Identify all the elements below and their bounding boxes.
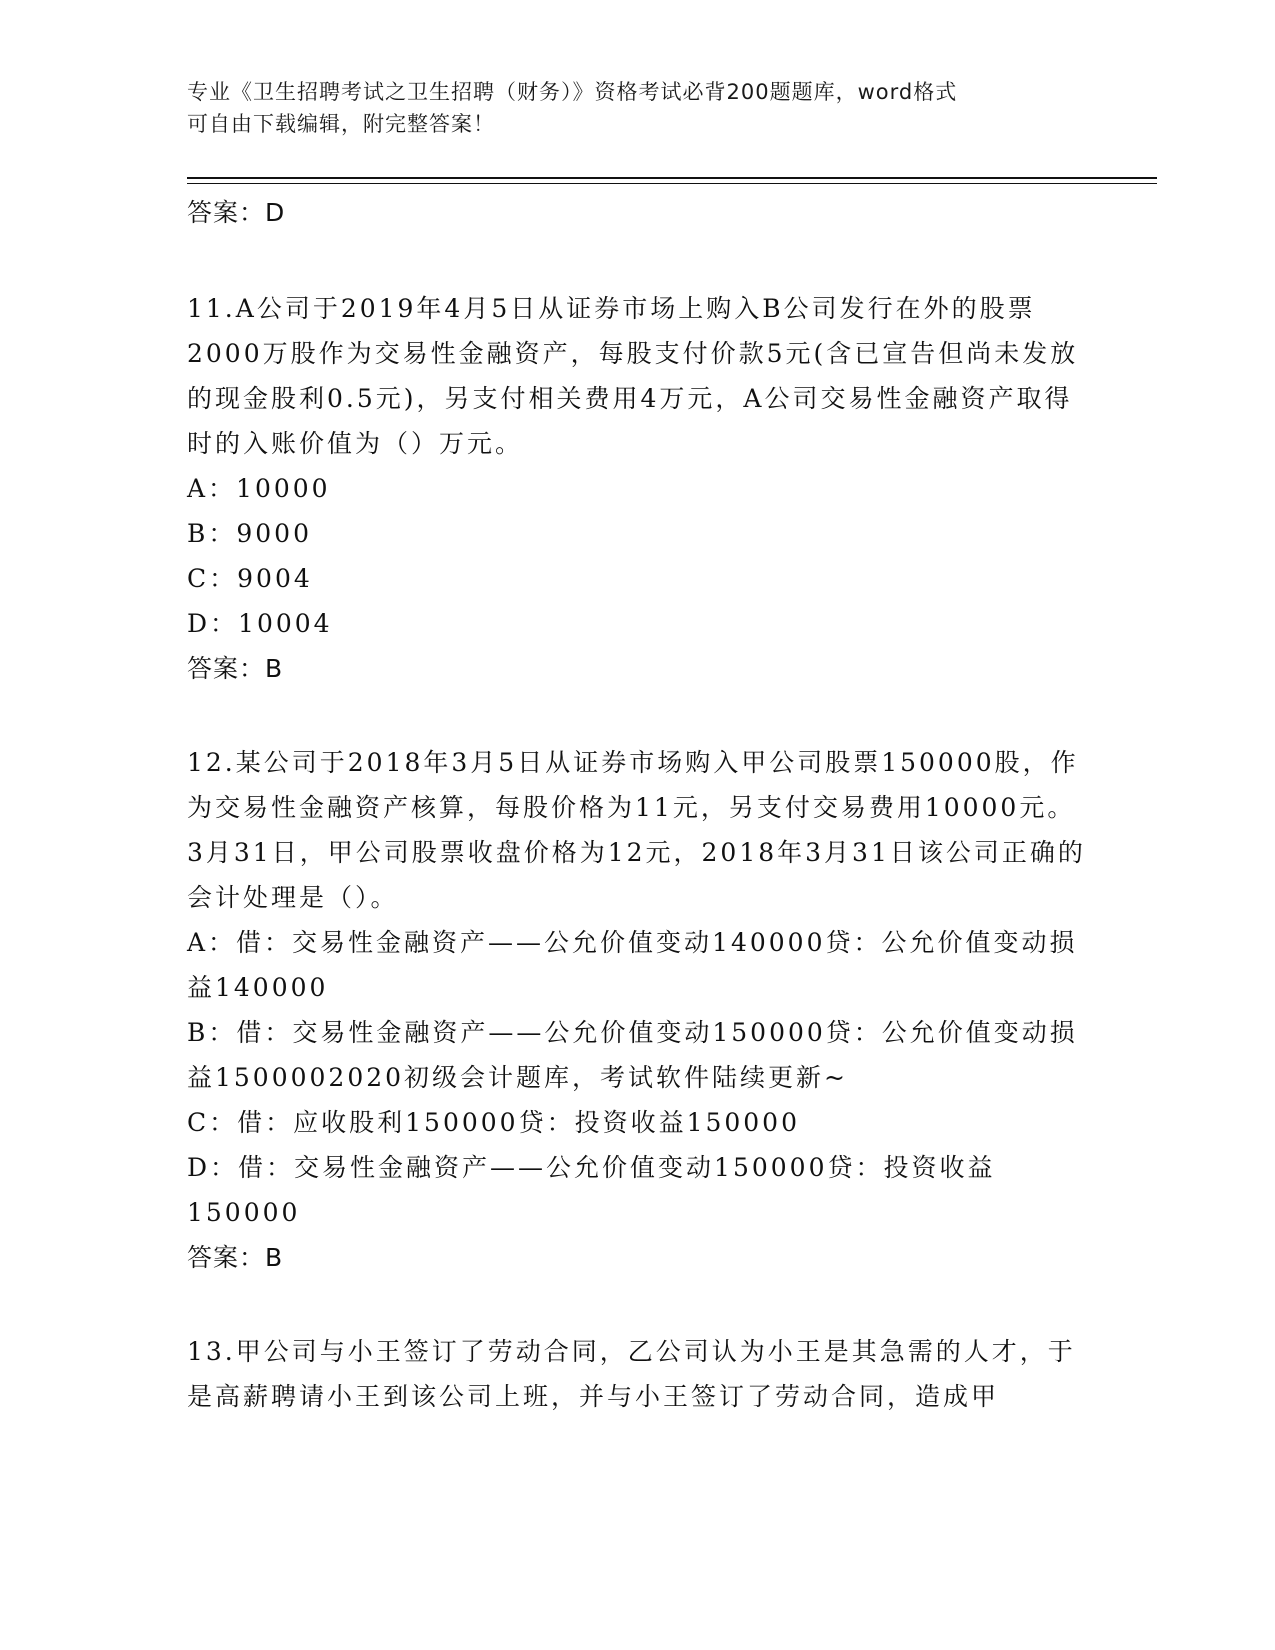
question-11 bbox=[187, 286, 1087, 692]
answer: 答案：B bbox=[187, 654, 284, 683]
option-a: A：借：交易性金融资产——公允价值变动140000贷：公允价值变动损益140000 bbox=[187, 928, 1078, 1002]
spacer bbox=[187, 236, 1087, 286]
previous-answer: 答案：D bbox=[187, 198, 286, 227]
option-b: B：借：交易性金融资产——公允价值变动150000贷：公允价值变动损益1500002020初级会计题库，考试软件陆续更新~ bbox=[187, 1018, 1078, 1092]
option-d: D：10004 bbox=[187, 609, 333, 638]
option-c: C：9004 bbox=[187, 564, 313, 593]
header-line-1: 专业《卫生招聘考试之卫生招聘（财务）》资格考试必背200题题库，word格式 bbox=[187, 80, 958, 104]
header-line-2: 可自由下载编辑，附完整答案！ bbox=[187, 112, 495, 136]
spacer bbox=[187, 1281, 1087, 1329]
answer: 答案：B bbox=[187, 1243, 284, 1272]
question-stem: 13.甲公司与小王签订了劳动合同，乙公司认为小王是其急需的人才，于是高薪聘请小王到该公司上班，并与小王签订了劳动合同，造成甲 bbox=[187, 1337, 1076, 1411]
document-header bbox=[187, 76, 1087, 140]
option-d: D：借：交易性金融资产——公允价值变动150000贷：投资收益150000 bbox=[187, 1153, 996, 1227]
option-b: B：9000 bbox=[187, 519, 312, 548]
option-c: C：借：应收股利150000贷：投资收益150000 bbox=[187, 1108, 800, 1137]
header-rule-thick bbox=[187, 177, 1157, 179]
option-a: A：10000 bbox=[187, 474, 331, 503]
question-stem: 11.A公司于2019年4月5日从证券市场上购入B公司发行在外的股票2000万股作为交易性金融资产，每股支付价款5元(含已宣告但尚未发放的现金股利0.5元)，另支付相关费用4万元，A公司交易性金融资产取得时的入账价值为（）万元。 bbox=[187, 294, 1079, 458]
header-rule-thin bbox=[187, 183, 1157, 184]
document-body bbox=[187, 190, 1087, 1419]
question-stem: 12.某公司于2018年3月5日从证券市场购入甲公司股票150000股，作为交易性金融资产核算，每股价格为11元，另支付交易费用10000元。3月31日，甲公司股票收盘价格为12元，2018年3月31日该公司正确的会计处理是（）。 bbox=[187, 748, 1086, 912]
spacer bbox=[187, 692, 1087, 740]
question-12 bbox=[187, 740, 1087, 1281]
question-13 bbox=[187, 1329, 1087, 1419]
